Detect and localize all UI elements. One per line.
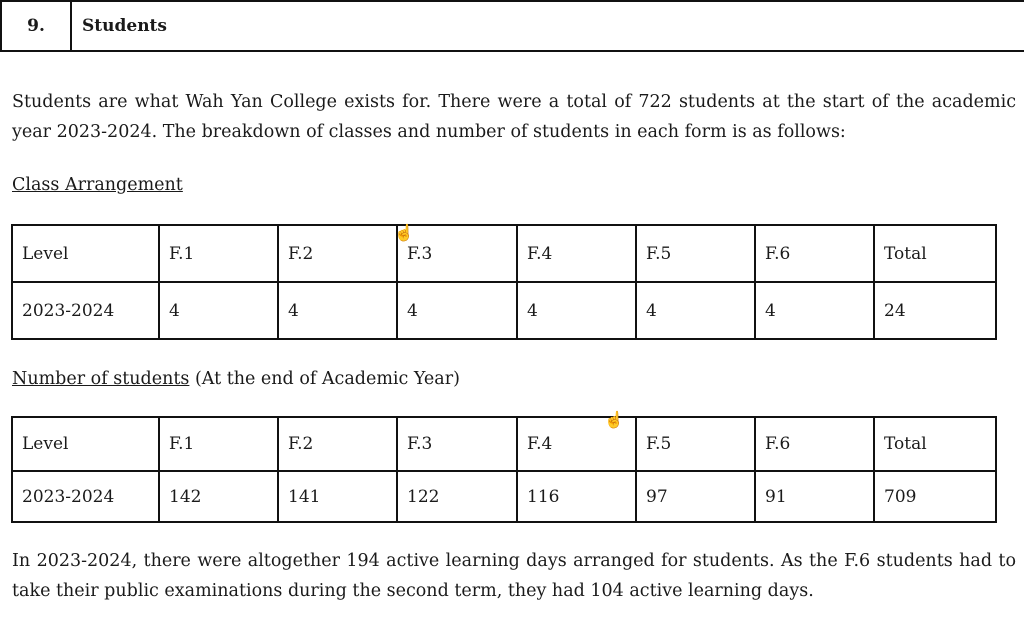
- table-cell: F.1: [159, 225, 278, 282]
- number-of-students-caption: [12, 367, 460, 391]
- table-cell: F.2: [278, 225, 397, 282]
- table-cell: 141: [278, 471, 397, 522]
- table-cell: 2023-2024: [12, 471, 159, 522]
- table-header-row: [12, 225, 996, 282]
- table-cell: 709: [874, 471, 996, 522]
- number-of-students-caption-suffix: (At the end of Academic Year): [194, 369, 460, 389]
- class-arrangement-caption-text: Class Arrangement: [12, 175, 183, 195]
- table-cell: 4: [755, 282, 874, 339]
- table-cell: F.2: [278, 417, 397, 471]
- closing-paragraph: In 2023-2024, there were altogether 194 active learning days arranged for students. As the F.6 students had to take their public examinations during the second term, they had 104 active learning days.: [12, 551, 1016, 601]
- table-cell: F.6: [755, 417, 874, 471]
- table-cell: 97: [636, 471, 755, 522]
- table-cell: 4: [159, 282, 278, 339]
- table-cell: F.1: [159, 417, 278, 471]
- table-row: [12, 282, 996, 339]
- table-cell: Level: [12, 417, 159, 471]
- section-title: Students: [82, 16, 167, 36]
- table-header-row: [12, 417, 996, 471]
- table-cell: 116: [517, 471, 636, 522]
- table-row: [12, 471, 996, 522]
- table-cell: Total: [874, 417, 996, 471]
- table-cell: Level: [12, 225, 159, 282]
- table-cell: F.5: [636, 417, 755, 471]
- table-cell: Total: [874, 225, 996, 282]
- table-cell: 142: [159, 471, 278, 522]
- number-of-students-table: [11, 416, 997, 523]
- table-cell: 2023-2024: [12, 282, 159, 339]
- table-cell: F.3: [397, 417, 517, 471]
- section-number: 9.: [2, 2, 72, 50]
- table-cell: 91: [755, 471, 874, 522]
- intro-paragraph: Students are what Wah Yan College exists for. There were a total of 722 students at the start of the academic year 2023-2024. The breakdown of classes and number of students in each form is as follows:: [12, 92, 1016, 142]
- table-cell: 4: [636, 282, 755, 339]
- table-cell: 4: [278, 282, 397, 339]
- table-cell: 122: [397, 471, 517, 522]
- number-of-students-caption-text: Number of students: [12, 369, 190, 389]
- table-cell: F.3: [397, 225, 517, 282]
- table-cell: F.6: [755, 225, 874, 282]
- class-arrangement-caption: [12, 173, 183, 197]
- table-cell: 24: [874, 282, 996, 339]
- hand-cursor-icon: ☝: [604, 410, 624, 429]
- table-cell: F.4: [517, 417, 636, 471]
- section-header: [0, 0, 1024, 52]
- table-cell: 4: [397, 282, 517, 339]
- table-cell: 4: [517, 282, 636, 339]
- table-cell: F.5: [636, 225, 755, 282]
- class-arrangement-table: [11, 224, 997, 340]
- hand-cursor-icon: ☝: [394, 223, 414, 242]
- table-cell: F.4: [517, 225, 636, 282]
